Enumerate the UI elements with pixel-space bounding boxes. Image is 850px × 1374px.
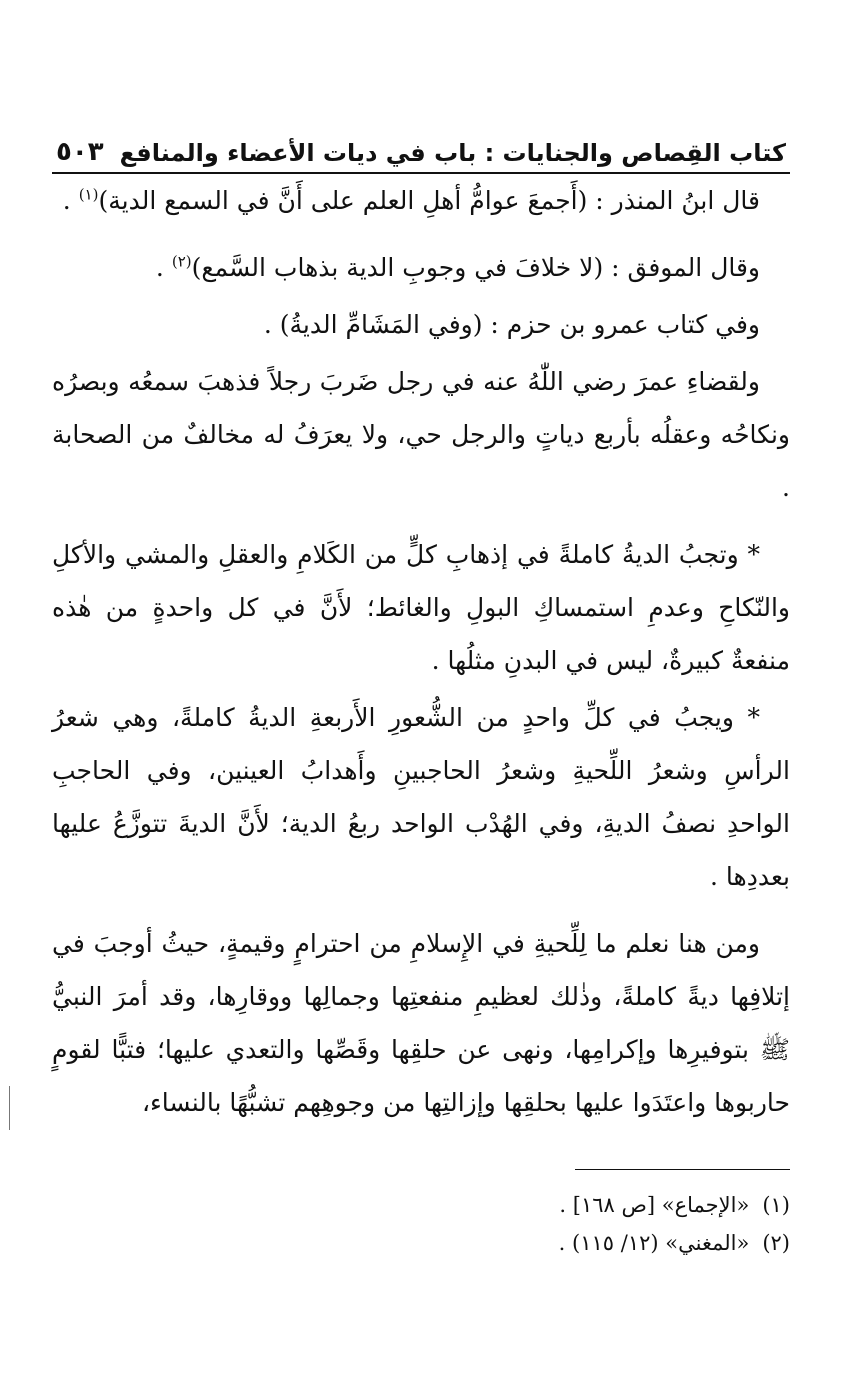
main-text [52, 174, 790, 1129]
running-header [52, 118, 790, 168]
paragraph-beard-value: ومن هنا نعلم ما لِلِّحيةِ في الإِسلامِ من احترامٍ وقيمةٍ، حيثُ أوجبَ في إتلافِها ديةً كاملةً، وذٰلك لعظيمِ منفعتِها وجمالِها ووقارِها، وقد أمرَ النبيُّ ﷺ بتوفيرِها وإكرامِها، ونهى عن حلقِها وقَصِّها والتعدي عليها؛ فتبًّا لقومٍ حاربوها واعتَدَوا عليها بحلقِها وإزالتِها من وجوهِهم تشبُّهًا بالنساء، [52, 929, 790, 1117]
page-number: ٥٠٣ [56, 136, 104, 167]
footnote-ref-1[interactable]: (١) [78, 185, 99, 204]
chapter-title: كتاب القِصاص والجنايات : باب في ديات الأعضاء والمنافع [119, 139, 786, 168]
footnote-1 [52, 1186, 790, 1224]
footnote-ref-2[interactable]: (٢) [171, 252, 192, 271]
book-page [52, 118, 790, 1255]
paragraph-four-hairs: * ويجبُ في كلِّ واحدٍ من الشُّعورِ الأَربعةِ الديةُ كاملةً، وهي شعرُ الرأسِ وشعرُ اللِّحيةِ وشعرُ الحاجبينِ وأَهدابُ العينين، وفي الحاجبِ الواحدِ نصفُ الديةِ، وفي الهُدْب الواحد ربعُ الدية؛ لأَنَّ الديةَ تتوزَّعُ عليها بعددِها . [52, 703, 790, 891]
footnote-text: «المغني» (١٢/ ١١٥) . [558, 1231, 750, 1255]
paragraph-ibn-almundhir: قال ابنُ المنذر : (أَجمعَ عوامُّ أهلِ العلم على أَنَّ في السمع الدية)$^{(١)}$ . [62, 185, 760, 215]
footnotes [52, 1186, 790, 1262]
footnote-text: «الإجماع» [ص ١٦٨] . [559, 1193, 750, 1217]
paragraph-umar-judgment: ولقضاءِ عمرَ رضي اللّٰهُ عنه في رجل ضَربَ رجلاً فذهبَ سمعُه وبصرُه ونكاحُه وعقلُه بأربع دياتٍ والرجل حي، ولا يعرَفُ له مخالفٌ من الصحابة . [52, 367, 790, 502]
footnote-number: (٢) [762, 1231, 790, 1255]
scan-margin-mark [9, 1086, 10, 1130]
footnote-number: (١) [762, 1193, 790, 1217]
paragraph-almuwaffaq: وقال الموفق : (لا خلافَ في وجوبِ الدية بذهاب السَّمع)$^{(٢)}$ . [155, 252, 760, 282]
footnote-rule [575, 1169, 790, 1170]
paragraph-full-diya-faculties: * وتجبُ الديةُ كاملةً في إذهابِ كلٍّ من الكَلامِ والعقلِ والمشي والأكلِ والنّكاحِ وعدمِ استمساكِ البولِ والغائط؛ لأَنَّ في كل واحدةٍ من هٰذه منفعةٌ كبيرةٌ، ليس في البدنِ مثلُها . [52, 540, 790, 675]
footnote-2 [52, 1224, 790, 1262]
paragraph-amr-ibn-hazm: وفي كتاب عمرو بن حزم : (وفي المَشَامِّ الديةُ) . [263, 310, 760, 339]
